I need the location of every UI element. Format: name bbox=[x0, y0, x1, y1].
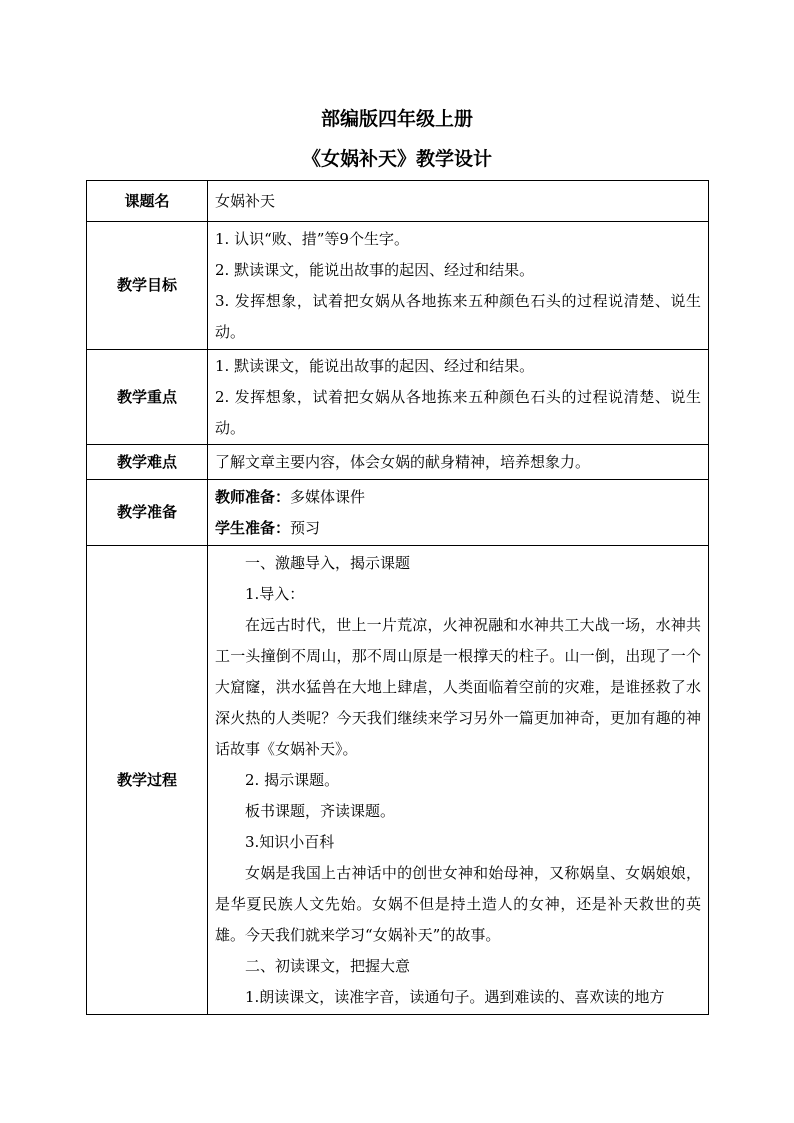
table-row-preparation bbox=[87, 480, 709, 546]
key-point-item: 1. 默读课文，能说出故事的起因、经过和结果。 bbox=[215, 356, 535, 375]
process-paragraph: 在远古时代，世上一片荒凉，火神祝融和水神共工大战一场，水神共工一头撞倒不周山，那不周山原是一根撑天的柱子。山一倒，出现了一个大窟窿，洪水猛兽在大地上肆虐，人类面临着空前的灾难，是谁拯救了水深火热的人类呢？今天我们继续来学习另外一篇更加神奇，更加有趣的神话故事《女娲补天》。 bbox=[215, 615, 701, 758]
goals-content bbox=[208, 222, 709, 350]
student-preparation bbox=[215, 513, 701, 544]
key-points-label: 教学重点 bbox=[87, 350, 208, 445]
table-row-process bbox=[87, 546, 709, 1015]
process-content bbox=[208, 546, 709, 1015]
process-heading: 一、激趣导入，揭示课题 bbox=[245, 553, 411, 572]
student-preparation-value: 预习 bbox=[290, 518, 321, 537]
process-step: 2. 揭示课题。 bbox=[245, 770, 340, 789]
teacher-preparation bbox=[215, 482, 701, 513]
teacher-preparation-value: 多媒体课件 bbox=[290, 487, 366, 506]
difficulties-value: 了解文章主要内容，体会女娲的献身精神，培养想象力。 bbox=[208, 445, 709, 480]
goal-item: 2. 默读课文，能说出故事的起因、经过和结果。 bbox=[215, 260, 535, 279]
key-points-content bbox=[208, 350, 709, 445]
table-row-goals bbox=[87, 222, 709, 350]
process-label: 教学过程 bbox=[87, 546, 208, 1015]
key-point-item: 2. 发挥想象，试着把女娲从各地拣来五种颜色石头的过程说清楚、说生动。 bbox=[215, 387, 701, 437]
document-title: 部编版四年级上册 bbox=[320, 108, 473, 130]
process-paragraph: 板书课题，齐读课题。 bbox=[245, 801, 396, 820]
student-preparation-label: 学生准备： bbox=[215, 518, 291, 537]
goal-item: 1. 认识“败、措”等9个生字。 bbox=[215, 229, 409, 248]
table-row-topic bbox=[87, 181, 709, 222]
teacher-preparation-label: 教师准备： bbox=[215, 487, 291, 506]
lesson-plan-table bbox=[86, 180, 709, 1015]
process-step: 3.知识小百科 bbox=[245, 832, 335, 851]
table-row-key-points bbox=[87, 350, 709, 445]
document-subtitle: 《女娲补天》教学设计 bbox=[301, 148, 492, 170]
preparation-label: 教学准备 bbox=[87, 480, 208, 546]
process-paragraph: 女娲是我国上古神话中的创世女神和始母神，又称娲皇、女娲娘娘，是华夏民族人文先始。女娲不但是持土造人的女神，还是补天救世的英雄。今天我们就来学习“女娲补天”的故事。 bbox=[215, 863, 701, 944]
process-text bbox=[215, 547, 701, 1014]
topic-value: 女娲补天 bbox=[208, 181, 709, 222]
process-step: 1.朗读课文，读准字音，读通句子。遇到难读的、喜欢读的地方 bbox=[245, 987, 665, 1006]
goal-item: 3. 发挥想象，试着把女娲从各地拣来五种颜色石头的过程说清楚、说生动。 bbox=[215, 291, 701, 341]
process-heading: 二、初读课文，把握大意 bbox=[245, 956, 411, 975]
goals-label: 教学目标 bbox=[87, 222, 208, 350]
preparation-content bbox=[208, 480, 709, 546]
table-row-difficulties bbox=[87, 445, 709, 480]
topic-label: 课题名 bbox=[87, 181, 208, 222]
difficulties-label: 教学难点 bbox=[87, 445, 208, 480]
process-step: 1.导入： bbox=[245, 584, 305, 603]
